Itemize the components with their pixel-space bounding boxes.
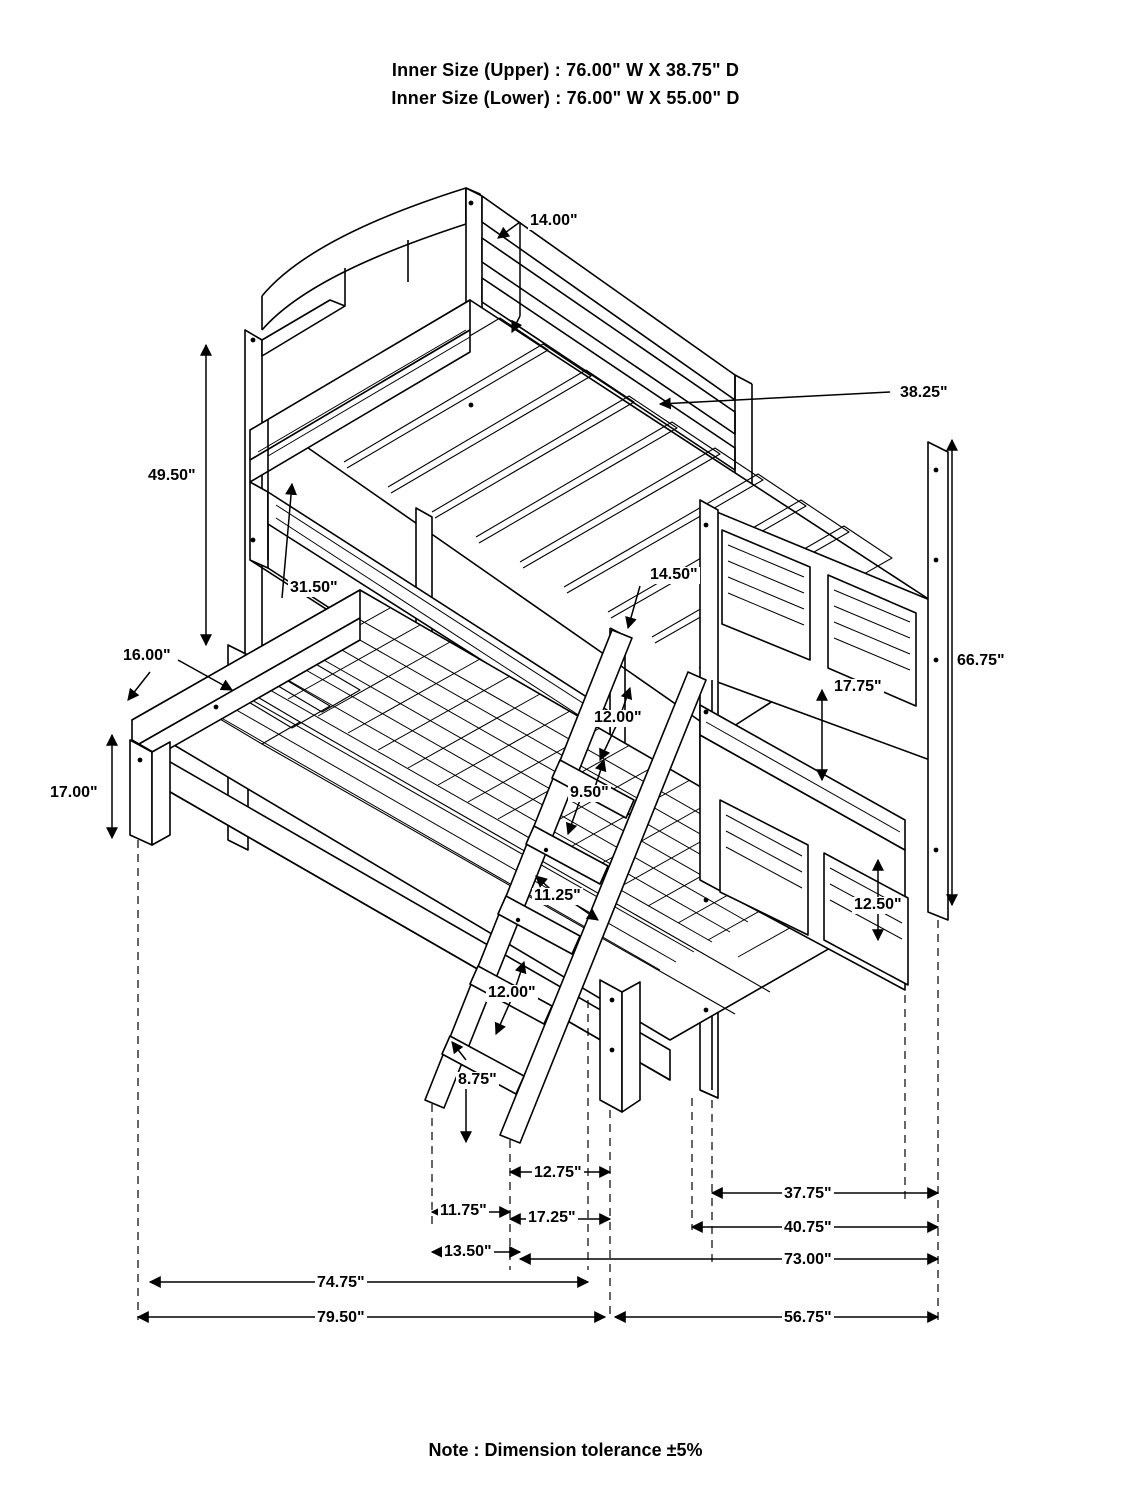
dim-ladder-base-offset: 12.75" — [534, 1164, 582, 1181]
dim-lower-deck-height: 17.00" — [50, 784, 98, 801]
dim-top-rail-height: 14.00" — [530, 212, 578, 229]
dim-upper-overhang: 16.00" — [123, 647, 171, 664]
dim-ladder-foot-1: 11.75" — [440, 1202, 487, 1219]
dim-side-clearance-right: 37.75" — [784, 1185, 832, 1202]
dim-lower-clearance: 31.50" — [290, 579, 338, 596]
dim-bottom-step-height: 8.75" — [458, 1071, 497, 1088]
dim-ladder-step-width: 11.25" — [534, 887, 581, 904]
dim-ladder-base-width: 13.50" — [444, 1243, 492, 1260]
dim-upper-guard-rail: 14.50" — [650, 566, 698, 583]
dim-lower-depth-right: 40.75" — [784, 1219, 832, 1236]
dim-overall-height: 66.75" — [957, 652, 1005, 669]
tolerance-note: Note : Dimension tolerance ±5% — [428, 1440, 703, 1460]
dim-ladder-offset: 9.50" — [570, 784, 609, 801]
dim-lower-rail-height: 17.75" — [834, 678, 882, 695]
dim-upper-overall-length: 74.75" — [317, 1274, 365, 1291]
dim-overall-length: 79.50" — [317, 1309, 365, 1326]
inner-size-upper-label: Inner Size (Upper) : 76.00" W X 38.75" D — [391, 60, 740, 80]
dim-ladder-foot-2: 17.25" — [528, 1209, 576, 1226]
bed-outline — [130, 188, 948, 1143]
dim-lower-overall-depth: 73.00" — [784, 1251, 832, 1268]
dim-ladder-step-spacing-1: 12.00" — [594, 709, 642, 726]
dim-ladder-step-spacing-2: 12.00" — [488, 984, 536, 1001]
dim-overall-depth: 56.75" — [784, 1309, 832, 1326]
dim-foot-clearance: 12.50" — [854, 896, 902, 913]
dim-upper-mattress-width: 38.25" — [900, 384, 948, 401]
inner-size-lower-label: Inner Size (Lower) : 76.00" W X 55.00" D — [391, 88, 740, 108]
dim-upper-deck-height: 49.50" — [148, 467, 196, 484]
